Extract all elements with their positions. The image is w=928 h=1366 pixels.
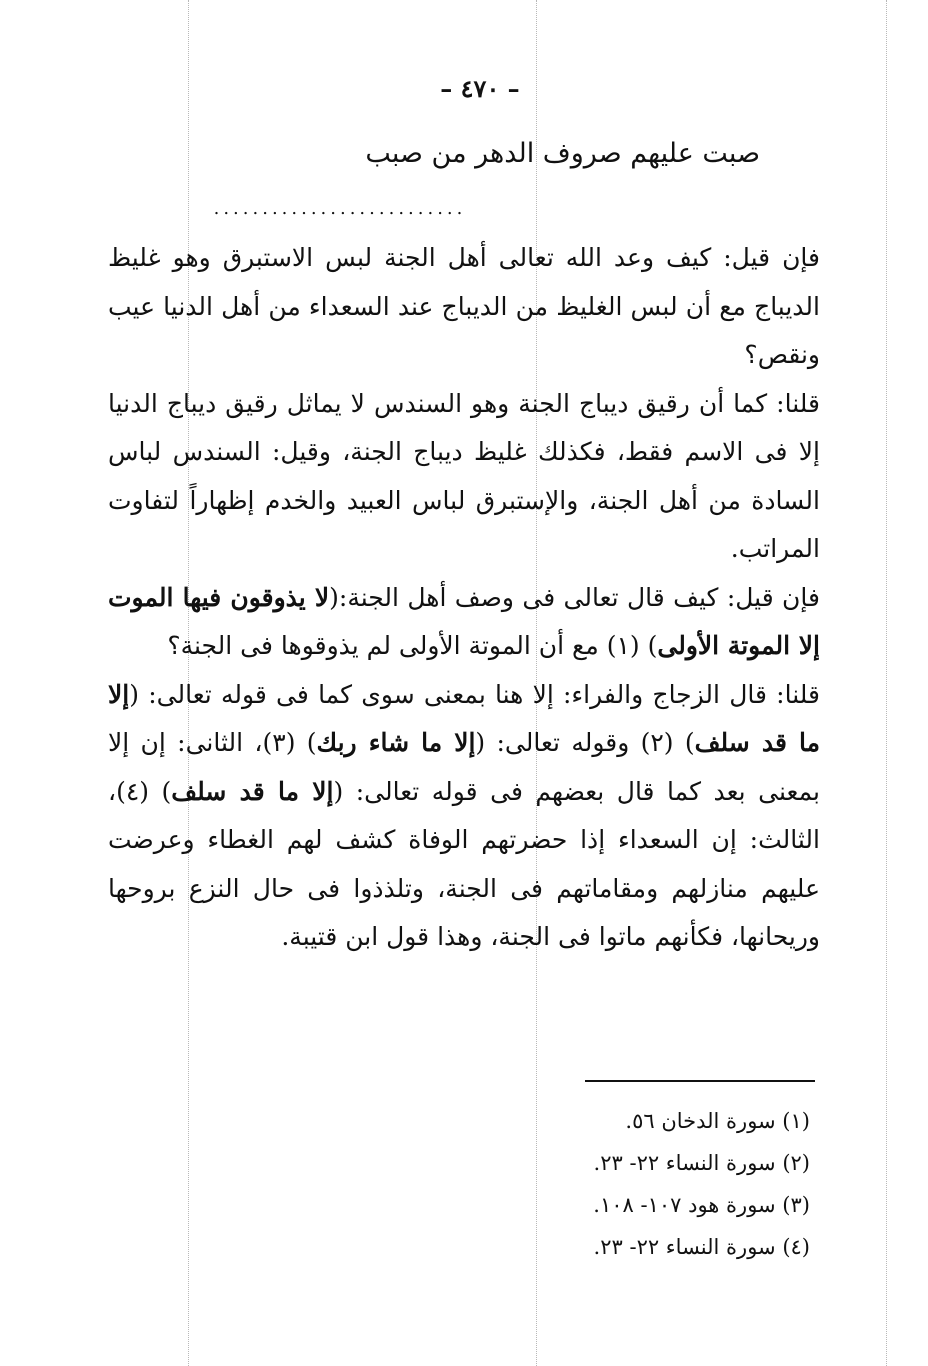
quran-quote: إلا ما قد سلف bbox=[108, 679, 820, 757]
paragraph-text: ) (٤)، الثالث: إن السعداء إذا حضرتهم الوفاة كشف لهم الغطاء وعرضت عليهم منازلهم ومقاماتهم فى الجنة، وتلذذوا فى حال النزع بروحها وريحانها، فكأنهم ماتوا فى الجنة، وهذا قول ابن قتيبة. bbox=[108, 776, 820, 951]
paragraph-text: ) (٣)، الثانى: إن إلا بمعنى بعد كما قال بعضهم فى قوله تعالى: ( bbox=[108, 728, 820, 806]
footnote-1: (١) سورة الدخان ٥٦. bbox=[625, 1109, 810, 1133]
quran-quote: لا يذوقون فيها الموت إلا الموتة الأولى bbox=[108, 582, 820, 660]
paragraph bbox=[108, 671, 820, 962]
paragraph-text: ) (٢) وقوله تعالى: ( bbox=[475, 728, 695, 757]
quran-quote: إلا ما شاء ربك bbox=[316, 728, 476, 757]
footnote-divider bbox=[585, 1080, 815, 1082]
paragraph-text: قلنا: كما أن رقيق ديباج الجنة وهو السندس لا يماثل رقيق ديباج الدنيا إلا فى الاسم فقط، فكذلك غليظ ديباج الجنة، وقيل: السندس لباس السادة من أهل الجنة، والإستبرق لباس العبيد والخدم إظهاراً لتفاوت المراتب. bbox=[108, 388, 820, 563]
paragraph bbox=[108, 574, 820, 671]
paragraph-text: فإن قيل: كيف وعد الله تعالى أهل الجنة لبس الاستبرق وهو غليظ الديباج مع أن لبس الغليظ من الديباج عند السعداء من أهل الدنيا عيب ونقص؟ bbox=[108, 243, 820, 369]
quran-quote: إلا ما قد سلف bbox=[171, 776, 334, 806]
verse-line: صبت عليهم صروف الدهر من صبب bbox=[365, 138, 760, 169]
paragraph-text: فإن قيل: كيف قال تعالى فى وصف أهل الجنة:( bbox=[329, 582, 820, 612]
paragraph bbox=[108, 380, 820, 574]
separator-dots: .......................... bbox=[213, 198, 467, 219]
paragraph-text: قلنا: قال الزجاج والفراء: إلا هنا بمعنى سوى كما فى قوله تعالى: ( bbox=[129, 679, 820, 709]
scan-guide-line bbox=[886, 0, 887, 1366]
page-number: – ٤٧٠ – bbox=[440, 74, 520, 103]
footnotes bbox=[593, 1100, 810, 1268]
paragraph-text: ) (١) مع أن الموتة الأولى لم يذوقوها فى الجنة؟ bbox=[167, 631, 658, 660]
footnote-3: (٣) سورة هود ١٠٧- ١٠٨. bbox=[593, 1193, 810, 1217]
body-text bbox=[108, 234, 820, 962]
paragraph bbox=[108, 234, 820, 380]
footnote-4: (٤) سورة النساء ٢٢- ٢٣. bbox=[593, 1235, 810, 1259]
footnote-2: (٢) سورة النساء ٢٢- ٢٣. bbox=[593, 1151, 810, 1175]
